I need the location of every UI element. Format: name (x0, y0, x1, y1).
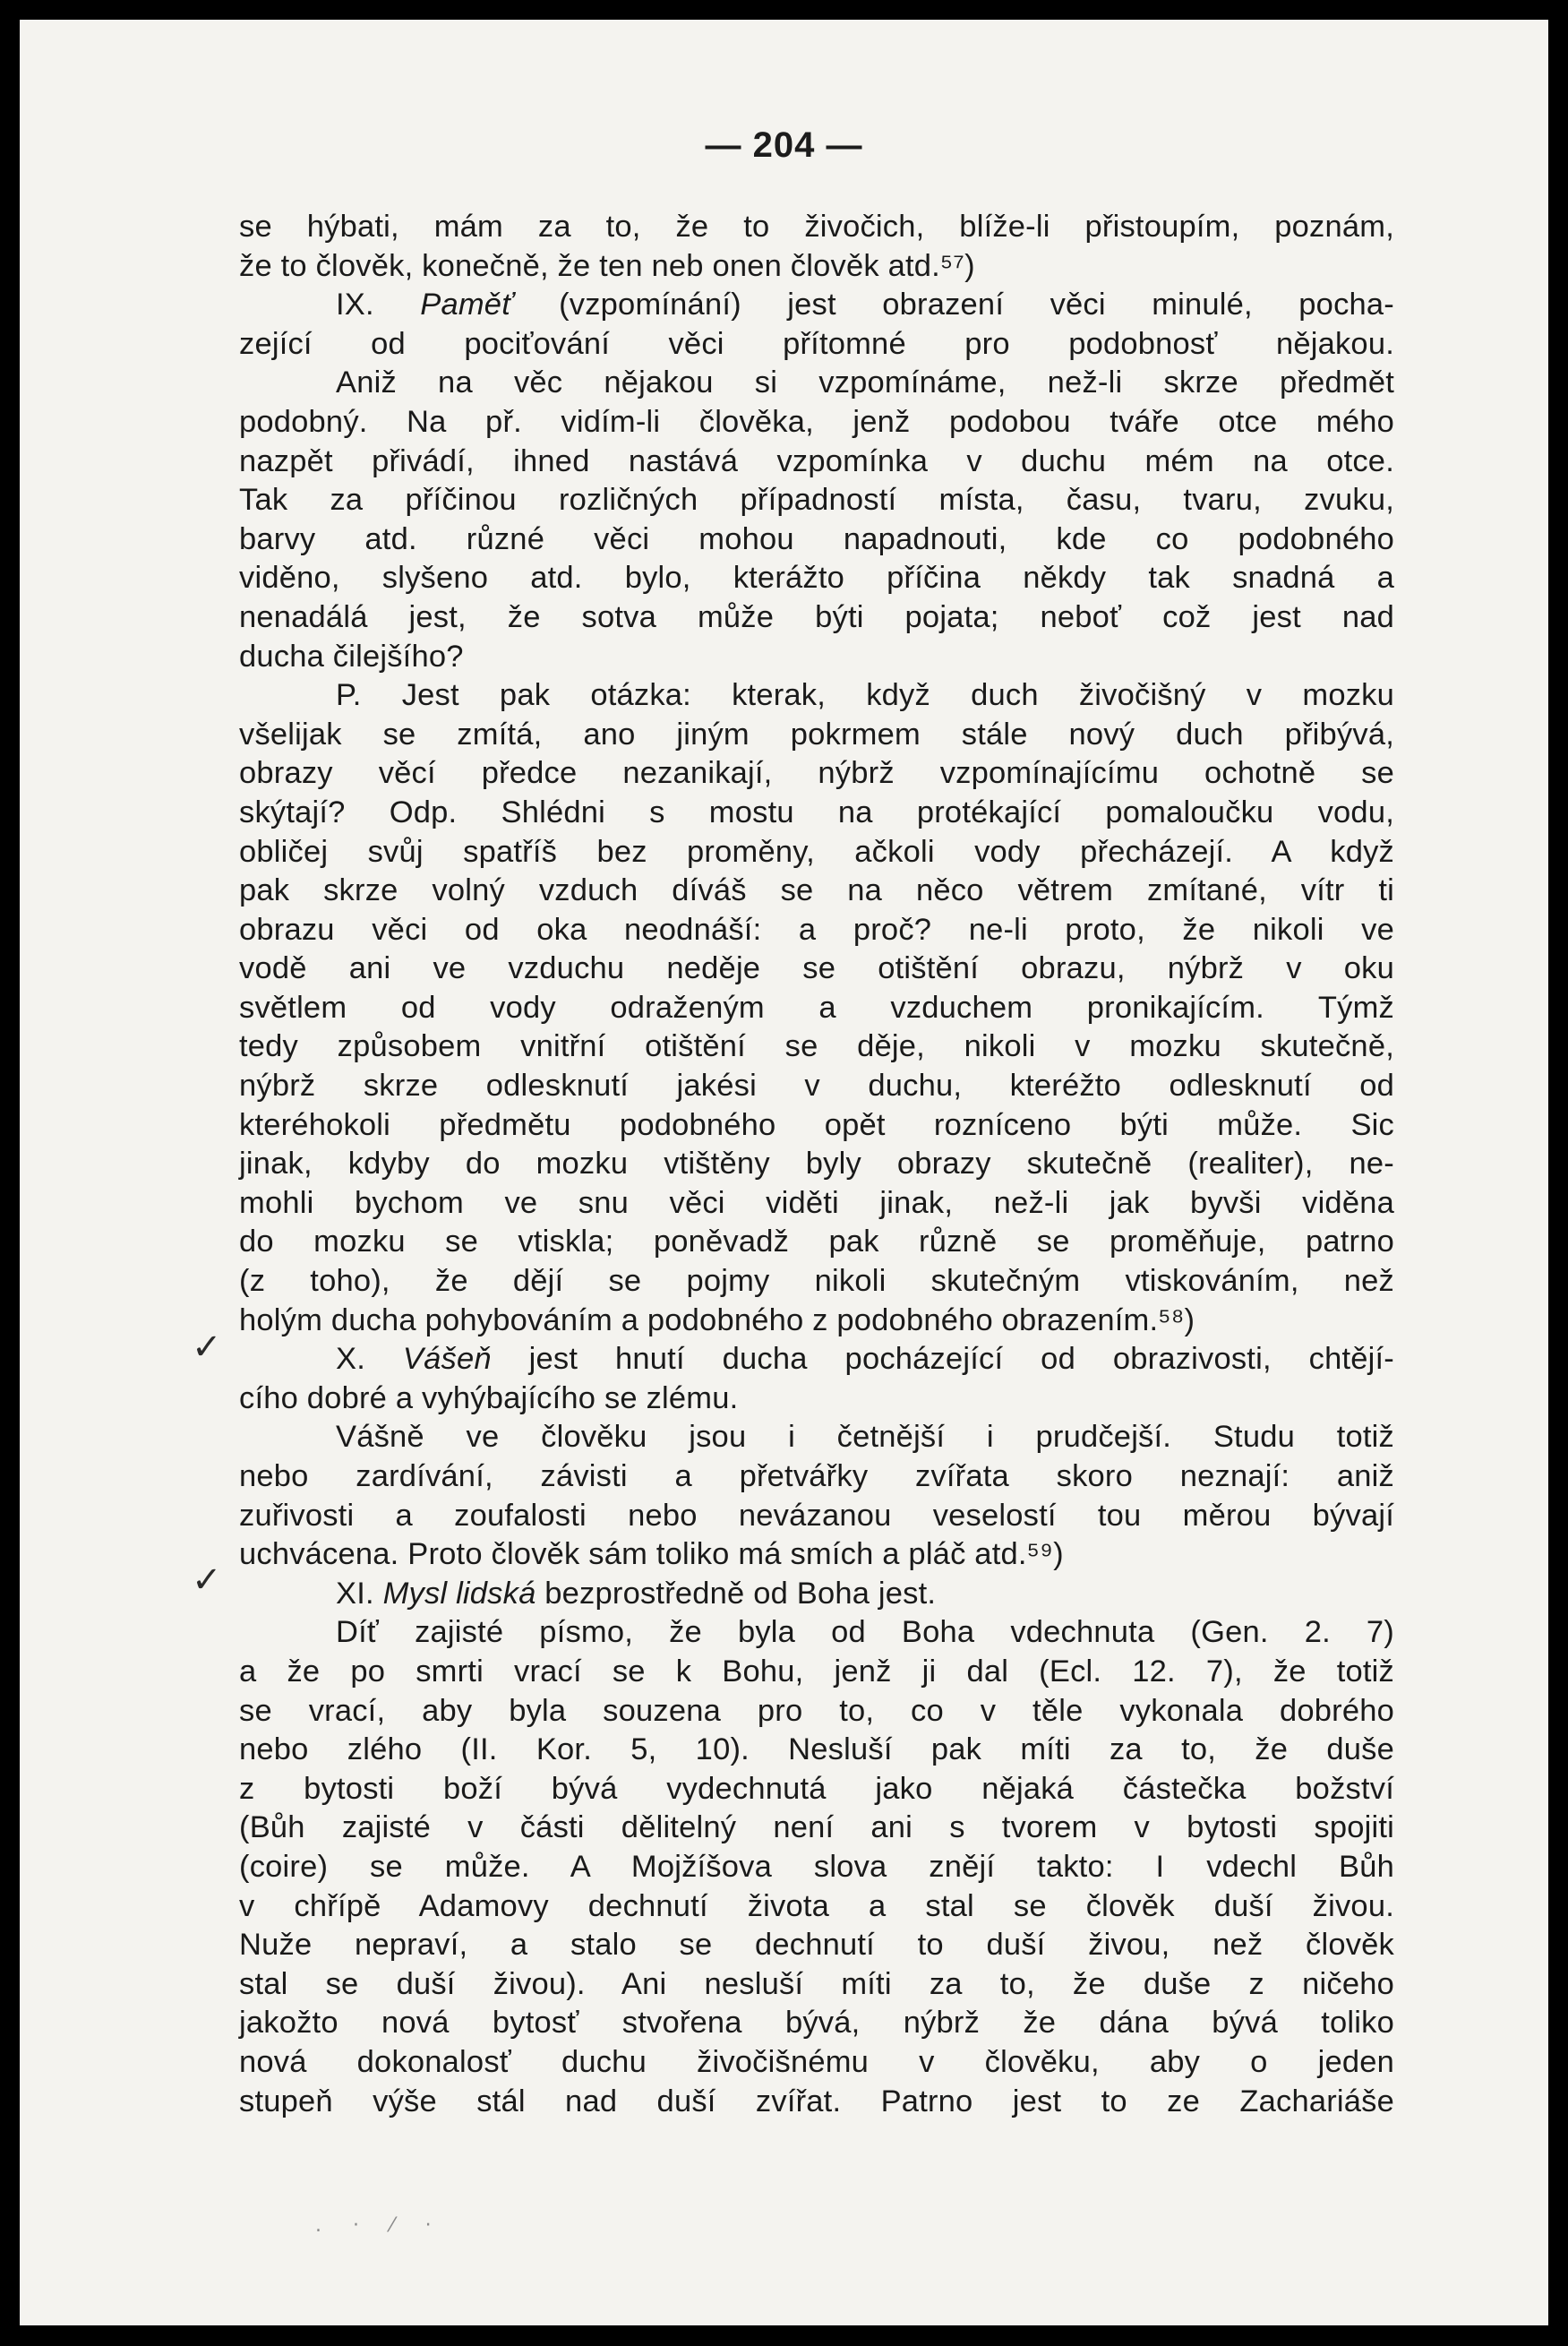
text-line: (Bůh zajisté v části dělitelný není ani s tvorem v bytosti spojiti (239, 1810, 1394, 1845)
text-line: skýtají? Odp. Shlédni s mostu na protékající pomaloučku vodu, (239, 795, 1394, 829)
text-line: nazpět přivádí, ihned nastává vzpomínka v duchu mém na otce. (239, 443, 1394, 478)
text-line: uchvácena. Proto člověk sám toliko má smích a pláč atd.⁵⁹) (239, 1537, 1064, 1572)
text-line: cího dobré a vyhýbajícího se zlému. (239, 1380, 739, 1415)
text-line: se vrací, aby byla souzena pro to, co v těle vykonala dobrého (239, 1693, 1394, 1728)
section-keyword: Mysl lidská (382, 1576, 536, 1611)
text-line: stal se duší živou). Ani nesluší míti za to, že duše z ničeho (239, 1966, 1394, 2001)
text-line: XI. Mysl lidská bezprostředně od Boha jest. (336, 1576, 937, 1611)
text-line: všelijak se zmítá, ano jiným pokrmem stále nový duch přibývá, (239, 717, 1394, 752)
text-line: nebo zlého (II. Kor. 5, 10). Nesluší pak míti za to, že duše (239, 1732, 1394, 1767)
body-text (239, 208, 1394, 2121)
text-line: zející od pociťování věci přítomné pro podobnosť nějakou. (239, 326, 1394, 361)
text-line: obrazu věci od oka neodnáší: a proč? ne-li proto, že nikoli ve (239, 912, 1394, 947)
section-keyword: Vášeň (402, 1342, 492, 1377)
text-line: barvy atd. různé věci mohou napadnouti, kde co podobného (239, 521, 1394, 556)
text-line: jakožto nová bytosť stvořena bývá, nýbrž že dána bývá toliko (239, 2006, 1394, 2041)
text-line: nová dokonalosť duchu živočišnému v člověku, aby o jeden (239, 2044, 1394, 2079)
text-line: nýbrž skrze odlesknutí jakési v duchu, kteréžto odlesknutí od (239, 1069, 1394, 1104)
text-line: jinak, kdyby do mozku vtištěny byly obrazy skutečně (realiter), ne- (239, 1147, 1394, 1182)
text-line: tedy způsobem vnitřní otištění se děje, nikoli v mozku skutečně, (239, 1029, 1394, 1064)
text-line: že to člověk, konečně, že ten neb onen člověk atd.⁵⁷) (239, 248, 975, 283)
text-line: vodě ani ve vzduchu neděje se otištění obrazu, nýbrž v oku (239, 951, 1394, 986)
text-line: se hýbati, mám za to, že to živočich, blíže-li přistoupím, poznám, (239, 210, 1394, 244)
text-line: nenadálá jest, že sotva může býti pojata; neboť což jest nad (239, 599, 1394, 634)
text-line: v chřípě Adamovy dechnutí života a stal se člověk duší živou. (239, 1888, 1394, 1923)
text-line: (coire) se může. A Mojžíšova slova znějí takto: I vdechl Bůh (239, 1849, 1394, 1884)
text-line: IX. Paměť (vzpomínání) jest obrazení věci minulé, pocha- (336, 288, 1394, 322)
text-line: X. Vášeň jest hnutí ducha pocházející od obrazivosti, chtějí- (336, 1342, 1394, 1377)
text-line: z bytosti boží bývá vydechnutá jako nějaká částečka božství (239, 1771, 1394, 1806)
page-specks: . · ⁄ · (315, 2214, 444, 2237)
text-line: nebo zardívání, závisti a přetvářky zvířata skoro neznají: aniž (239, 1459, 1394, 1493)
text-line: a že po smrti vrací se k Bohu, jenž ji dal (Ecl. 12. 7), že totiž (239, 1654, 1394, 1689)
text-line: viděno, slyšeno atd. bylo, kterážto příčina někdy tak snadná a (239, 561, 1394, 596)
margin-check-mark: ✓ (192, 1560, 222, 1600)
text-line: (z toho), že dějí se pojmy nikoli skutečným vtiskováním, než (239, 1264, 1394, 1299)
text-line: do mozku se vtiskla; poněvadž pak různě se proměňuje, patrno (239, 1225, 1394, 1259)
text-line: Nuže nepraví, a stalo se dechnutí to duší živou, než člověk (239, 1928, 1394, 1963)
text-line: světlem od vody odraženým a vzduchem pronikajícím. Týmž (239, 990, 1394, 1025)
text-line: kteréhokoli předmětu podobného opět rozníceno býti může. Sic (239, 1107, 1394, 1142)
text-line: ducha čilejšího? (239, 639, 464, 674)
margin-check-mark: ✓ (192, 1327, 222, 1367)
text-line: Aniž na věc nějakou si vzpomínáme, než-li skrze předmět (336, 365, 1394, 400)
text-line: obličej svůj spatříš bez proměny, ačkoli vody přecházejí. A když (239, 834, 1394, 869)
text-line: podobný. Na př. vidím-li člověka, jenž podobou tváře otce mého (239, 404, 1394, 439)
text-line: P. Jest pak otázka: kterak, když duch živočišný v mozku (336, 678, 1394, 713)
text-line: Vášně ve člověku jsou i četnější i prudčejší. Studu totiž (336, 1420, 1394, 1455)
text-line: zuřivosti a zoufalosti nebo nevázanou veselostí tou měrou bývají (239, 1498, 1394, 1533)
book-page (20, 20, 1548, 2325)
page-number: — 204 — (705, 125, 863, 165)
text-line: Díť zajisté písmo, že byla od Boha vdechnuta (Gen. 2. 7) (336, 1615, 1394, 1650)
text-line: mohli bychom ve snu věci viděti jinak, než-li jak byvši viděna (239, 1185, 1394, 1220)
text-line: Tak za příčinou rozličných případností místa, času, tvaru, zvuku, (239, 483, 1394, 518)
section-keyword: Paměť (420, 288, 513, 322)
text-line: stupeň výše stál nad duší zvířat. Patrno jest to ze Zachariáše (239, 2084, 1394, 2118)
text-line: pak skrze volný vzduch díváš se na něco větrem zmítané, vítr ti (239, 873, 1394, 908)
text-line: holým ducha pohybováním a podobného z podobného obrazením.⁵⁸) (239, 1302, 1195, 1337)
text-line: obrazy věcí předce nezanikají, nýbrž vzpomínajícímu ochotně se (239, 756, 1394, 791)
